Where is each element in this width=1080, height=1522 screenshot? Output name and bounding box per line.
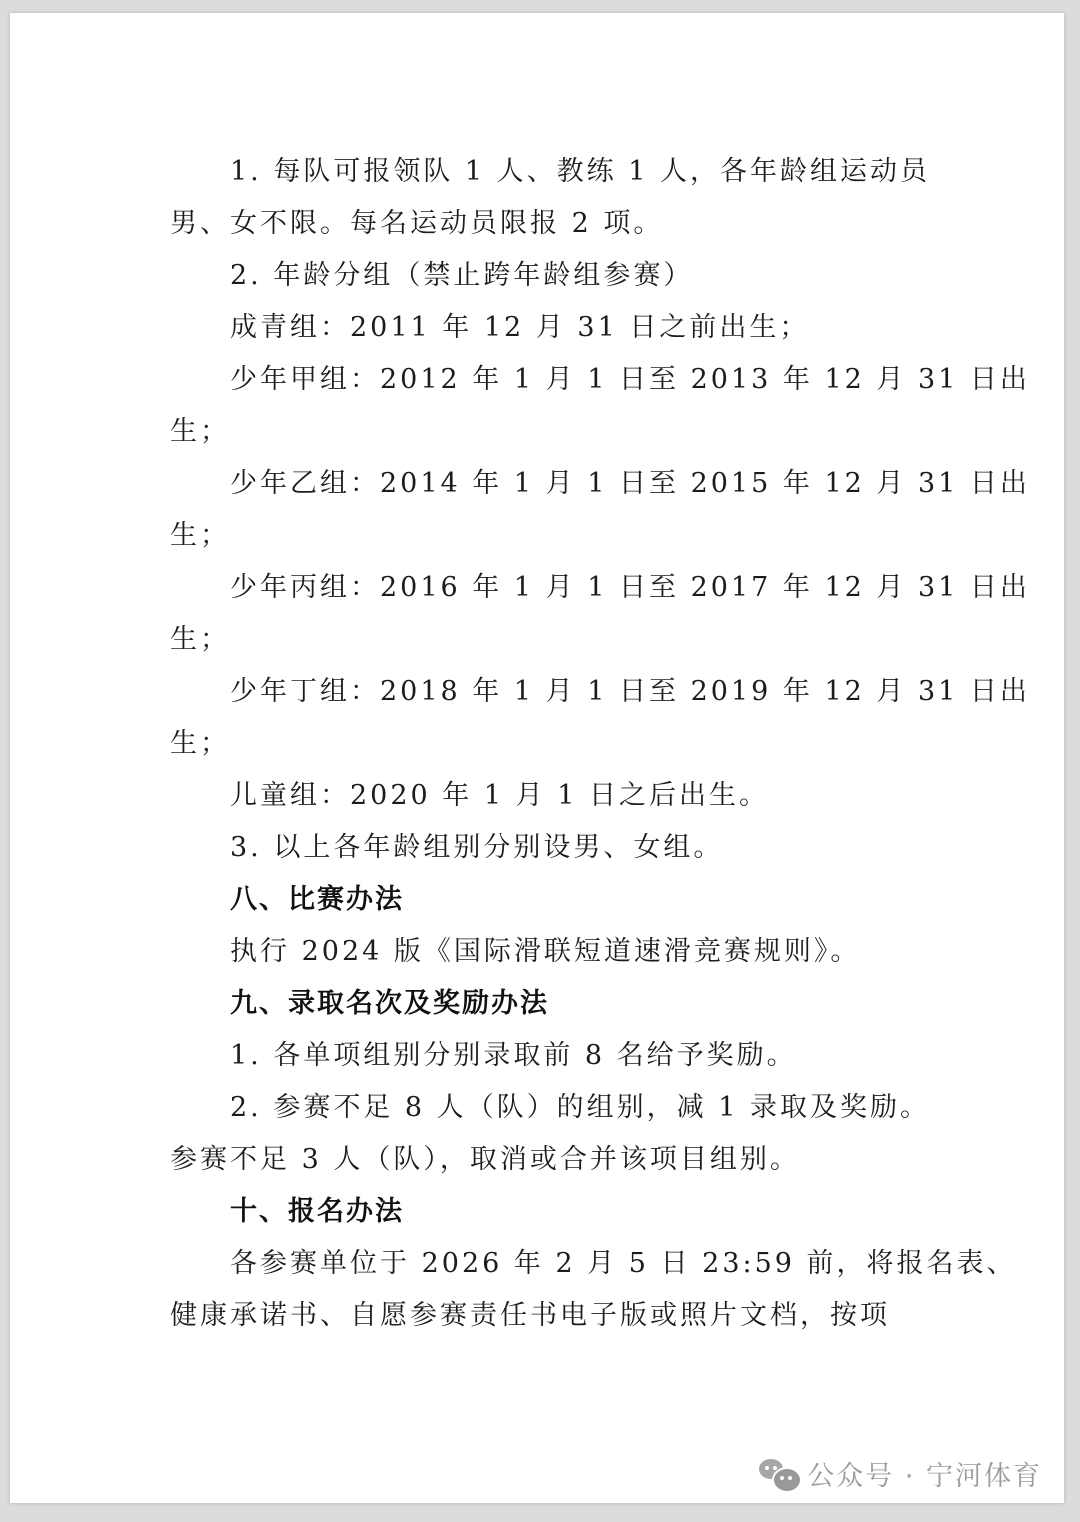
wechat-icon [759,1457,799,1491]
watermark-text: 公众号 · 宁河体育 [807,1461,1042,1492]
section-9-item-2-cont: 参赛不足 3 人（队），取消或合并该项目组别。 [170,1144,800,1175]
section-9-item-2: 2. 参赛不足 8 人（队）的组别，减 1 录取及奖励。 [230,1092,931,1123]
text-line: 少年甲组：2012 年 1 月 1 日至 2013 年 12 月 31 日出 [230,364,1030,395]
section-10-body: 各参赛单位于 2026 年 2 月 5 日 23:59 前，将报名表、 [230,1248,1017,1279]
text-line: 生； [170,416,230,447]
text-line: 男、女不限。每名运动员限报 2 项。 [170,208,664,239]
text-line: 少年乙组：2014 年 1 月 1 日至 2015 年 12 月 31 日出 [230,468,1030,499]
document-page [10,13,1064,1503]
section-heading-10: 十、报名办法 [230,1196,404,1227]
text-line: 生； [170,520,230,551]
text-line: 少年丁组：2018 年 1 月 1 日至 2019 年 12 月 31 日出 [230,676,1030,707]
wechat-watermark [759,1454,1042,1493]
text-line: 儿童组：2020 年 1 月 1 日之后出生。 [230,780,769,811]
text-line: 1. 每队可报领队 1 人、教练 1 人，各年龄组运动员 [230,156,931,187]
text-line: 少年丙组：2016 年 1 月 1 日至 2017 年 12 月 31 日出 [230,572,1030,603]
section-9-item-1: 1. 各单项组别分别录取前 8 名给予奖励。 [230,1040,797,1071]
section-10-body-cont: 健康承诺书、自愿参赛责任书电子版或照片文档，按项 [170,1300,890,1331]
section-8-body: 执行 2024 版《国际滑联短道速滑竞赛规则》。 [230,936,861,967]
text-line: 3. 以上各年龄组别分别设男、女组。 [230,832,724,863]
text-line: 生； [170,728,230,759]
section-heading-8: 八、比赛办法 [230,884,404,915]
section-heading-9: 九、录取名次及奖励办法 [230,988,549,1019]
text-line: 2. 年龄分组（禁止跨年龄组参赛） [230,260,694,291]
text-line: 生； [170,624,230,655]
text-line: 成青组：2011 年 12 月 31 日之前出生； [230,312,810,343]
